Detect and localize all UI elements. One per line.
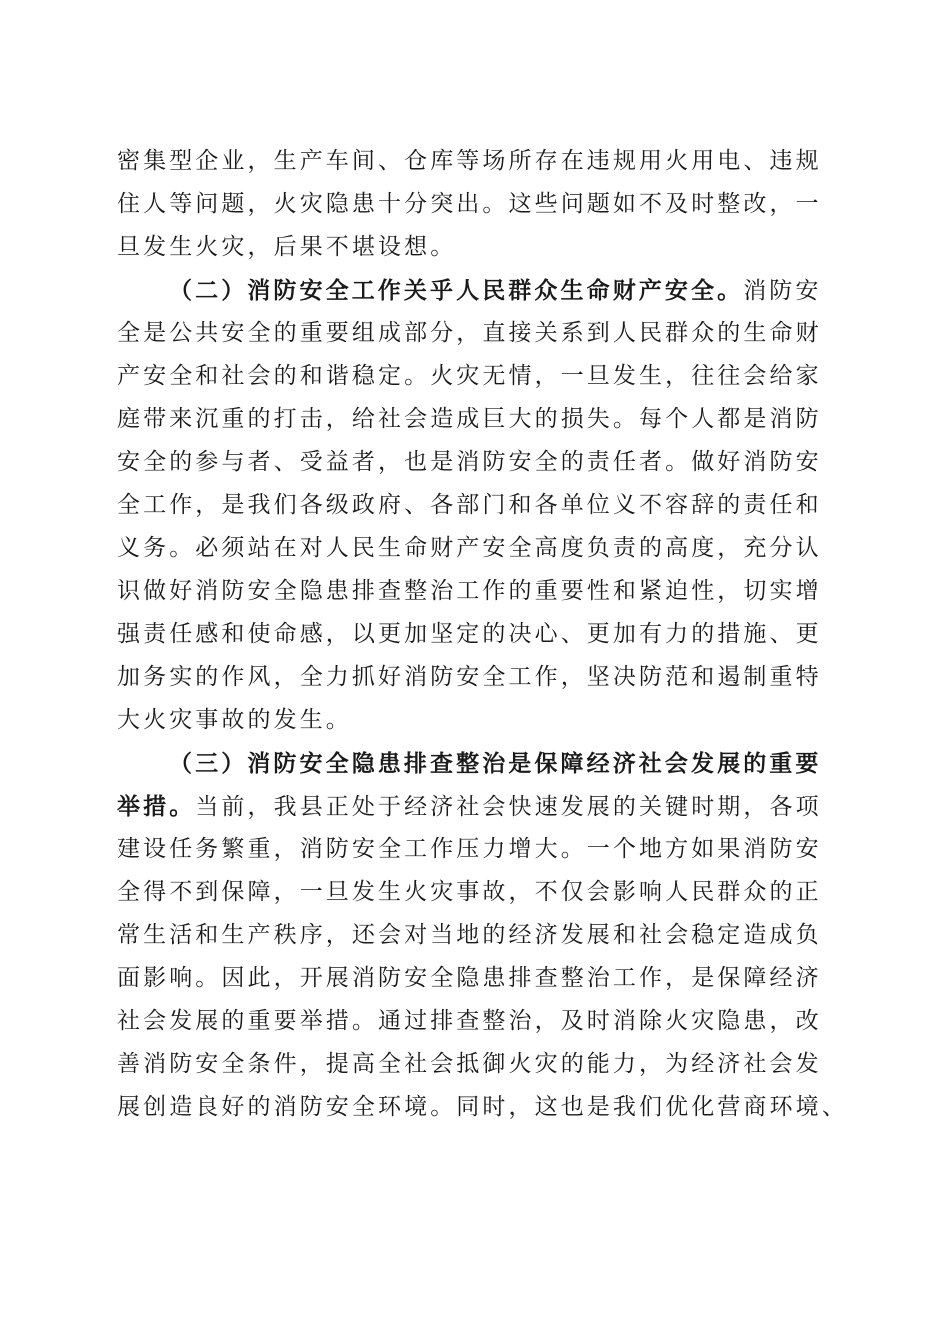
paragraph-line: 大火灾事故的发生。 bbox=[117, 707, 352, 733]
paragraph-line: 全得不到保障，一旦发生火灾事故，不仅会影响人民群众的正 bbox=[117, 879, 822, 905]
paragraph-line: 强责任感和使命感，以更加坚定的决心、更加有力的措施、更 bbox=[117, 621, 822, 647]
paragraph-line: 安全的参与者、受益者，也是消防安全的责任者。做好消防安 bbox=[117, 449, 822, 475]
section-2-heading: （二）消防安全工作关乎人民群众生命财产安全。 bbox=[169, 277, 744, 304]
paragraph-line: 产安全和社会的和谐稳定。火灾无情，一旦发生，往往会给家 bbox=[117, 363, 822, 389]
section-3-heading: （三）消防安全隐患排查整治是保障经济社会发展的重要 bbox=[169, 750, 822, 777]
paragraph-line: 善消防安全条件，提高全社会抵御火灾的能力，为经济社会发 bbox=[117, 1051, 822, 1077]
paragraph-line: 义务。必须站在对人民生命财产安全高度负责的高度，充分认 bbox=[117, 535, 822, 561]
paragraph-line: 全工作，是我们各级政府、各部门和各单位义不容辞的责任和 bbox=[117, 492, 822, 518]
paragraph-line: 旦发生火灾，后果不堪设想。 bbox=[117, 234, 457, 260]
section-3-text: 当前，我县正处于经济社会快速发展的关键时期，各项 bbox=[195, 794, 822, 820]
paragraph-line: 建设任务繁重，消防安全工作压力增大。一个地方如果消防安 bbox=[117, 836, 822, 862]
section-3-heading-end: 举措。 bbox=[117, 793, 196, 820]
paragraph-line: 密集型企业，生产车间、仓库等场所存在违规用火用电、违规 bbox=[117, 148, 822, 174]
paragraph-line: 社会发展的重要举措。通过排查整治，及时消除火灾隐患，改 bbox=[117, 1008, 822, 1034]
paragraph-line: 加务实的作风，全力抓好消防安全工作，坚决防范和遏制重特 bbox=[117, 664, 822, 690]
paragraph-line: 庭带来沉重的打击，给社会造成巨大的损失。每个人都是消防 bbox=[117, 406, 822, 432]
paragraph-line: 识做好消防安全隐患排查整治工作的重要性和紧迫性，切实增 bbox=[117, 578, 822, 604]
paragraph-line: 住人等问题，火灾隐患十分突出。这些问题如不及时整改，一 bbox=[117, 191, 822, 217]
section-2-text: 消防安 bbox=[743, 278, 822, 304]
section-3-second-line bbox=[117, 785, 837, 828]
paragraph-line: 展创造良好的消防安全环境。同时，这也是我们优化营商环境、 bbox=[117, 1094, 848, 1120]
section-2-first-line bbox=[117, 269, 837, 312]
document-body bbox=[117, 140, 848, 1129]
paragraph-line: 常生活和生产秩序，还会对当地的经济发展和社会稳定造成负 bbox=[117, 922, 822, 948]
paragraph-line: 面影响。因此，开展消防安全隐患排查整治工作，是保障经济 bbox=[117, 965, 822, 991]
paragraph-line: 全是公共安全的重要组成部分，直接关系到人民群众的生命财 bbox=[117, 320, 822, 346]
